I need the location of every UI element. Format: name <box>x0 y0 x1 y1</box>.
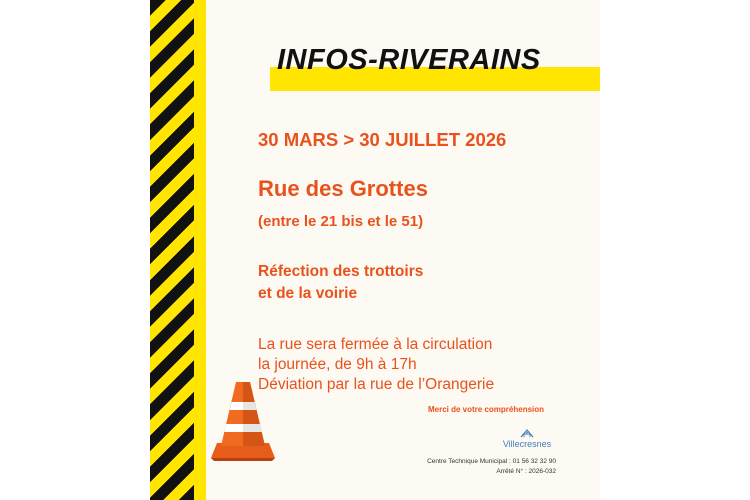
works-description <box>258 261 423 305</box>
works-line: et de la voirie <box>258 285 358 302</box>
traffic-info <box>258 335 494 395</box>
villecresnes-logo <box>502 428 552 454</box>
works-line: Réfection des trottoirs <box>258 263 424 280</box>
roadworks-poster <box>150 0 600 500</box>
info-line: La rue sera fermée à la circulation <box>258 336 493 353</box>
dates: 30 MARS > 30 JUILLET 2026 <box>258 129 507 150</box>
hazard-stripe <box>150 0 194 500</box>
traffic-cone-icon <box>210 380 276 462</box>
contact-line: Centre Technique Municipal : 01 56 32 32 90 <box>427 458 556 465</box>
thanks-note: Merci de votre compréhension <box>428 405 545 414</box>
contact-info <box>427 457 556 477</box>
info-line: Déviation par la rue de l’Orangerie <box>258 376 495 393</box>
logo-name: Villecresnes <box>502 439 552 449</box>
poster-title: INFOS-RIVERAINS <box>277 44 541 76</box>
street-range: (entre le 21 bis et le 51) <box>258 213 424 230</box>
villecresnes-logo-icon <box>520 428 534 438</box>
street-name: Rue des Grottes <box>258 176 428 201</box>
yellow-band <box>194 0 206 500</box>
contact-line: Arrêté N° : 2026-032 <box>496 468 556 475</box>
info-line: la journée, de 9h à 17h <box>258 356 417 373</box>
